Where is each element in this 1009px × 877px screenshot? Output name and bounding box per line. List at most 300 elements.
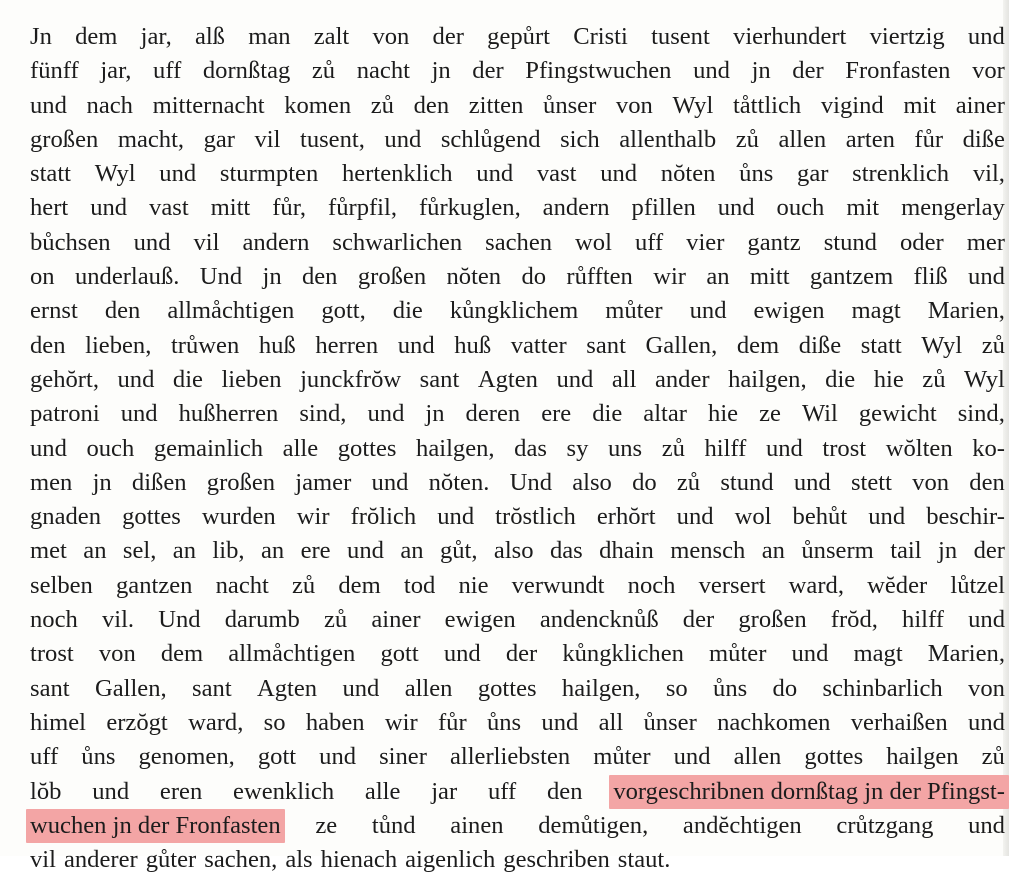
word: magt xyxy=(851,297,901,325)
word: wŏlten xyxy=(885,434,953,462)
word: zů xyxy=(661,434,685,462)
word: hailgen, xyxy=(416,434,495,462)
word: pfillen xyxy=(631,194,696,222)
word: dem xyxy=(736,331,780,359)
word: darumb xyxy=(224,606,300,634)
word: beschir- xyxy=(926,503,1005,531)
word: Gallen, xyxy=(94,674,167,702)
text-line xyxy=(30,809,1005,843)
word: andern xyxy=(242,228,310,256)
word: allenthalb xyxy=(619,125,717,153)
word: geschriben xyxy=(503,846,610,874)
word: allmåchtigen xyxy=(167,297,295,325)
word: hienach xyxy=(320,846,398,874)
text-line xyxy=(30,123,1005,157)
word: uns xyxy=(607,434,643,462)
text-line xyxy=(30,740,1005,774)
word: und xyxy=(437,503,475,531)
word: den xyxy=(104,297,141,325)
word: gottes xyxy=(122,503,181,531)
word: ere xyxy=(541,400,572,428)
word: vatter xyxy=(510,331,567,359)
word: an xyxy=(400,537,424,565)
word: patroni xyxy=(30,400,100,428)
word: sant xyxy=(419,365,460,393)
word: hailgen, xyxy=(728,365,807,393)
word: von xyxy=(372,23,410,50)
word: andern xyxy=(542,194,610,222)
word: jn xyxy=(425,400,445,428)
word: vigind xyxy=(820,91,884,119)
word: oder xyxy=(899,228,944,256)
word: gar xyxy=(797,160,829,188)
word: großen xyxy=(738,606,807,634)
word: versert xyxy=(698,571,766,599)
word: Fronfasten xyxy=(845,57,951,85)
word: die xyxy=(172,365,203,393)
word: tusent xyxy=(651,23,710,50)
word: so xyxy=(665,674,688,702)
word: an xyxy=(761,537,785,565)
word: und xyxy=(556,365,594,393)
word: zů xyxy=(922,365,946,393)
word: gott xyxy=(257,743,297,771)
word: und xyxy=(133,228,171,256)
text-line xyxy=(30,569,1005,603)
word: und xyxy=(384,125,422,153)
word: Wyl xyxy=(921,331,963,359)
word: verwundt xyxy=(511,571,605,599)
word: mitt xyxy=(749,263,790,291)
word: und xyxy=(120,400,158,428)
word: statt xyxy=(30,160,71,188)
word: andĕchtigen xyxy=(682,811,802,839)
word: macht, xyxy=(117,125,185,153)
text-line xyxy=(30,260,1005,294)
word: fůrpfil, xyxy=(328,194,397,222)
text-line xyxy=(30,191,1005,225)
word: kůngklichem xyxy=(449,297,579,325)
word: strenklich xyxy=(852,160,950,188)
word: jn xyxy=(431,57,451,85)
word: gůter xyxy=(145,846,197,874)
word: ewenklich xyxy=(233,777,335,805)
word: trost xyxy=(822,434,867,462)
word: zalt xyxy=(313,23,350,50)
word: den xyxy=(969,468,1005,496)
word: uff xyxy=(30,743,59,771)
word: Wyl xyxy=(672,91,714,119)
word: und xyxy=(868,503,906,531)
word: mit xyxy=(903,91,937,119)
word: arten xyxy=(845,125,895,153)
word: fünff xyxy=(30,57,79,85)
word: lŏb xyxy=(30,777,62,805)
word: tail xyxy=(890,537,922,565)
word: der xyxy=(682,606,715,634)
word: die xyxy=(592,400,623,428)
word: ward, xyxy=(788,571,844,599)
word: ůnser xyxy=(543,91,597,119)
word: siner xyxy=(379,743,427,771)
word: und xyxy=(689,297,727,325)
text-line xyxy=(30,54,1005,88)
word: von xyxy=(98,640,136,668)
word: statt xyxy=(860,331,902,359)
word: und xyxy=(371,468,409,496)
word: sich xyxy=(560,125,600,153)
word: zů xyxy=(292,571,316,599)
word: jn xyxy=(262,263,282,291)
word: lieben xyxy=(221,365,282,393)
word: uff xyxy=(634,228,664,256)
word: sind, xyxy=(299,400,347,428)
word: mer xyxy=(966,228,1005,256)
text-line xyxy=(30,603,1005,637)
text-line xyxy=(30,397,1005,431)
word: lieben, xyxy=(85,331,152,359)
word: dornßtag xyxy=(202,57,291,85)
word: gepůrt xyxy=(487,23,550,50)
word: ze xyxy=(759,400,781,428)
word: Marien, xyxy=(927,640,1005,668)
word: zů xyxy=(981,331,1005,359)
word: so xyxy=(263,708,286,736)
text-line xyxy=(30,89,1005,123)
word: tůnd xyxy=(371,811,416,839)
word: met xyxy=(30,537,67,565)
word: nŏten xyxy=(446,263,502,291)
word: stund xyxy=(720,468,774,496)
word: gantzen xyxy=(115,571,193,599)
word: deren xyxy=(465,400,521,428)
word: anderer xyxy=(63,846,138,874)
text-line xyxy=(30,466,1005,500)
text-line xyxy=(30,157,1005,191)
word: Wil xyxy=(801,400,838,428)
word: vil. xyxy=(101,606,135,634)
word: an xyxy=(260,537,285,565)
word: hußherren xyxy=(178,400,279,428)
word: sy xyxy=(566,434,589,462)
word: stett xyxy=(850,468,892,496)
word: von xyxy=(968,674,1005,702)
word: jar, xyxy=(100,57,132,85)
word: und xyxy=(319,743,357,771)
word: und xyxy=(967,23,1005,50)
word: ainen xyxy=(450,811,504,839)
word: allmåchtigen xyxy=(228,640,356,668)
word: nacht xyxy=(356,57,410,85)
word: diße xyxy=(962,125,1005,153)
word: demůtigen, xyxy=(538,811,649,839)
word: gewicht xyxy=(858,400,937,428)
word: ander xyxy=(654,365,710,393)
word: vier xyxy=(686,228,725,256)
word: tod xyxy=(403,571,436,599)
word: jn xyxy=(751,57,771,85)
text-line xyxy=(30,363,1005,397)
word: fliß xyxy=(913,263,948,291)
word: als xyxy=(285,846,313,874)
word: nie xyxy=(458,571,489,599)
word: der xyxy=(472,57,504,85)
word: ouch xyxy=(776,194,825,222)
word: jamer xyxy=(295,468,352,496)
word: schlůgend xyxy=(440,125,541,153)
word: hailgen xyxy=(886,743,959,771)
word: großen xyxy=(30,125,99,153)
word: Wyl xyxy=(94,160,136,188)
word: underlauß. xyxy=(74,263,180,291)
word: zů xyxy=(676,468,701,496)
text-line xyxy=(30,500,1005,534)
word: uff xyxy=(153,57,182,85)
word: sant xyxy=(586,331,626,359)
word: vierhundert xyxy=(733,23,847,50)
word: noch xyxy=(30,606,78,634)
word: Pfingstwuchen xyxy=(525,57,672,85)
word: von xyxy=(912,468,950,496)
word: und xyxy=(92,777,130,805)
word: fůr, xyxy=(272,194,307,222)
word: und xyxy=(342,674,380,702)
word: sachen xyxy=(485,228,553,256)
word: Marien, xyxy=(927,297,1005,325)
word: wol xyxy=(575,228,612,256)
text-line xyxy=(30,226,1005,260)
word: fůrkuglen, xyxy=(418,194,521,222)
word: Und xyxy=(199,263,243,291)
word: ewigen xyxy=(753,297,825,325)
word: můter xyxy=(709,640,767,668)
word: das xyxy=(549,537,583,565)
word: trůwen xyxy=(170,331,240,359)
word: do xyxy=(521,263,547,291)
word: großen xyxy=(357,263,427,291)
word: also xyxy=(572,468,612,496)
word: allen xyxy=(778,125,827,153)
word: vil, xyxy=(972,160,1005,188)
word: růfften xyxy=(566,263,633,291)
word: und xyxy=(367,400,405,428)
word: mengerlay xyxy=(901,194,1005,222)
word: ůnser xyxy=(643,708,697,736)
word: ere xyxy=(300,537,331,565)
text-line xyxy=(30,294,1005,328)
word: dem xyxy=(338,571,381,599)
word: und xyxy=(791,640,829,668)
word: der xyxy=(432,23,464,50)
word: junckfrŏw xyxy=(300,365,402,393)
word: allerliebsten xyxy=(449,743,571,771)
word: ůns xyxy=(739,160,774,188)
word: uff xyxy=(487,777,517,805)
word: ůns xyxy=(713,674,748,702)
word: vast xyxy=(536,160,577,188)
word: mitternacht xyxy=(152,91,265,119)
highlighted-phrase: wuchen jn der Fronfasten xyxy=(26,809,285,843)
word: gottes xyxy=(804,743,864,771)
word: ainer xyxy=(955,91,1005,119)
word: gottes xyxy=(477,674,537,702)
word: genomen, xyxy=(138,743,235,771)
text-line xyxy=(30,775,1005,809)
word: und xyxy=(676,503,714,531)
text-line xyxy=(30,706,1005,740)
word: gnaden xyxy=(30,503,102,531)
word: selben xyxy=(30,571,93,599)
word: vor xyxy=(972,57,1005,85)
text-line xyxy=(30,534,1005,568)
word: großen xyxy=(206,468,276,496)
word: den xyxy=(547,777,583,805)
text-line xyxy=(30,20,1005,54)
word: und xyxy=(600,160,638,188)
word: und xyxy=(968,811,1005,839)
word: wurden xyxy=(201,503,276,531)
word: mit xyxy=(846,194,880,222)
word: nŏten. xyxy=(428,468,490,496)
word: vil xyxy=(30,846,56,874)
word: nacht xyxy=(215,571,269,599)
word: eren xyxy=(159,777,203,805)
word: und xyxy=(30,434,67,462)
word: Agten xyxy=(257,674,318,702)
word: fůr xyxy=(437,708,467,736)
word: vast xyxy=(149,194,189,222)
word: allen xyxy=(733,743,782,771)
word: und xyxy=(693,57,730,85)
word: men xyxy=(30,468,73,496)
word: und xyxy=(117,365,155,393)
word: ouch xyxy=(86,434,135,462)
text-line xyxy=(30,329,1005,363)
word: zitten xyxy=(468,91,524,119)
word: ko- xyxy=(972,434,1005,462)
word: nach xyxy=(86,91,133,119)
word: alß xyxy=(194,23,225,50)
word: jar, xyxy=(140,23,172,50)
word: vil xyxy=(193,228,220,256)
word: wĕder xyxy=(867,571,928,599)
word: hert xyxy=(30,194,69,222)
word: und xyxy=(397,331,435,359)
word: und xyxy=(159,160,197,188)
word: schwarlichen xyxy=(332,228,463,256)
word: diße xyxy=(798,331,842,359)
highlighted-phrase: vorgeschribnen dornßtag jn der Pfingst- xyxy=(609,775,1009,809)
word: trost xyxy=(30,640,74,668)
word: ainer xyxy=(371,606,421,634)
word: hailgen, xyxy=(561,674,641,702)
word: Agten xyxy=(477,365,538,393)
word: vil xyxy=(254,125,281,153)
word: můter xyxy=(593,743,651,771)
word: bůchsen xyxy=(30,228,111,256)
word: ůns xyxy=(486,708,522,736)
word: gottes xyxy=(337,434,397,462)
word: wir xyxy=(653,263,686,291)
word: der xyxy=(792,57,824,85)
word: und xyxy=(673,743,711,771)
word: gehŏrt, xyxy=(30,365,99,393)
word: und xyxy=(968,606,1005,634)
word: on xyxy=(30,263,55,291)
word: erhŏrt xyxy=(596,503,656,531)
word: Wyl xyxy=(964,365,1005,393)
word: an xyxy=(83,537,107,565)
text-line xyxy=(30,432,1005,466)
word: nachkomen xyxy=(717,708,831,736)
word: do xyxy=(772,674,798,702)
word: und xyxy=(968,708,1005,736)
word: ůns xyxy=(81,743,116,771)
word: hilff xyxy=(902,606,944,634)
word: Gallen, xyxy=(645,331,718,359)
word: viertzig xyxy=(869,23,945,50)
word: den xyxy=(413,91,450,119)
word: himel xyxy=(30,708,87,736)
word: staut. xyxy=(617,846,671,874)
word: behůt xyxy=(792,503,848,531)
word: lůtzel xyxy=(950,571,1005,599)
word: die xyxy=(825,365,856,393)
word: sel, xyxy=(122,537,157,565)
word: do xyxy=(632,468,657,496)
word: die xyxy=(392,297,423,325)
word: herren xyxy=(315,331,379,359)
word: crůtzgang xyxy=(836,811,934,839)
word: an xyxy=(172,537,197,565)
word: und xyxy=(476,160,514,188)
word: den xyxy=(301,263,338,291)
word: gar xyxy=(203,125,235,153)
word: ůnserm xyxy=(801,537,874,565)
word: dhain xyxy=(599,537,654,565)
word: huß xyxy=(258,331,296,359)
word: stund xyxy=(823,228,877,256)
word: tåttlich xyxy=(732,91,802,119)
text-line xyxy=(30,637,1005,671)
word: hie xyxy=(873,365,904,393)
word: und xyxy=(793,468,831,496)
word: frŏlich xyxy=(350,503,417,531)
word: der xyxy=(973,537,1005,565)
word: ewigen xyxy=(444,606,516,634)
word: und xyxy=(968,263,1005,291)
word: wir xyxy=(296,503,330,531)
word: ze xyxy=(315,811,338,839)
word: gemainlich xyxy=(153,434,264,462)
text-line xyxy=(30,843,1005,877)
document-text xyxy=(30,20,1005,877)
word: jn xyxy=(92,468,112,496)
word: und xyxy=(90,194,128,222)
word: trŏstlich xyxy=(495,503,576,531)
word: zů xyxy=(981,743,1005,771)
word: mitt xyxy=(210,194,251,222)
word: hilff xyxy=(704,434,747,462)
word: jn xyxy=(938,537,958,565)
word: Und xyxy=(509,468,552,496)
word: huß xyxy=(454,331,492,359)
word: alle xyxy=(282,434,319,462)
word: allen xyxy=(404,674,453,702)
word: erzŏgt xyxy=(106,708,168,736)
word: und xyxy=(347,537,384,565)
word: der xyxy=(505,640,538,668)
